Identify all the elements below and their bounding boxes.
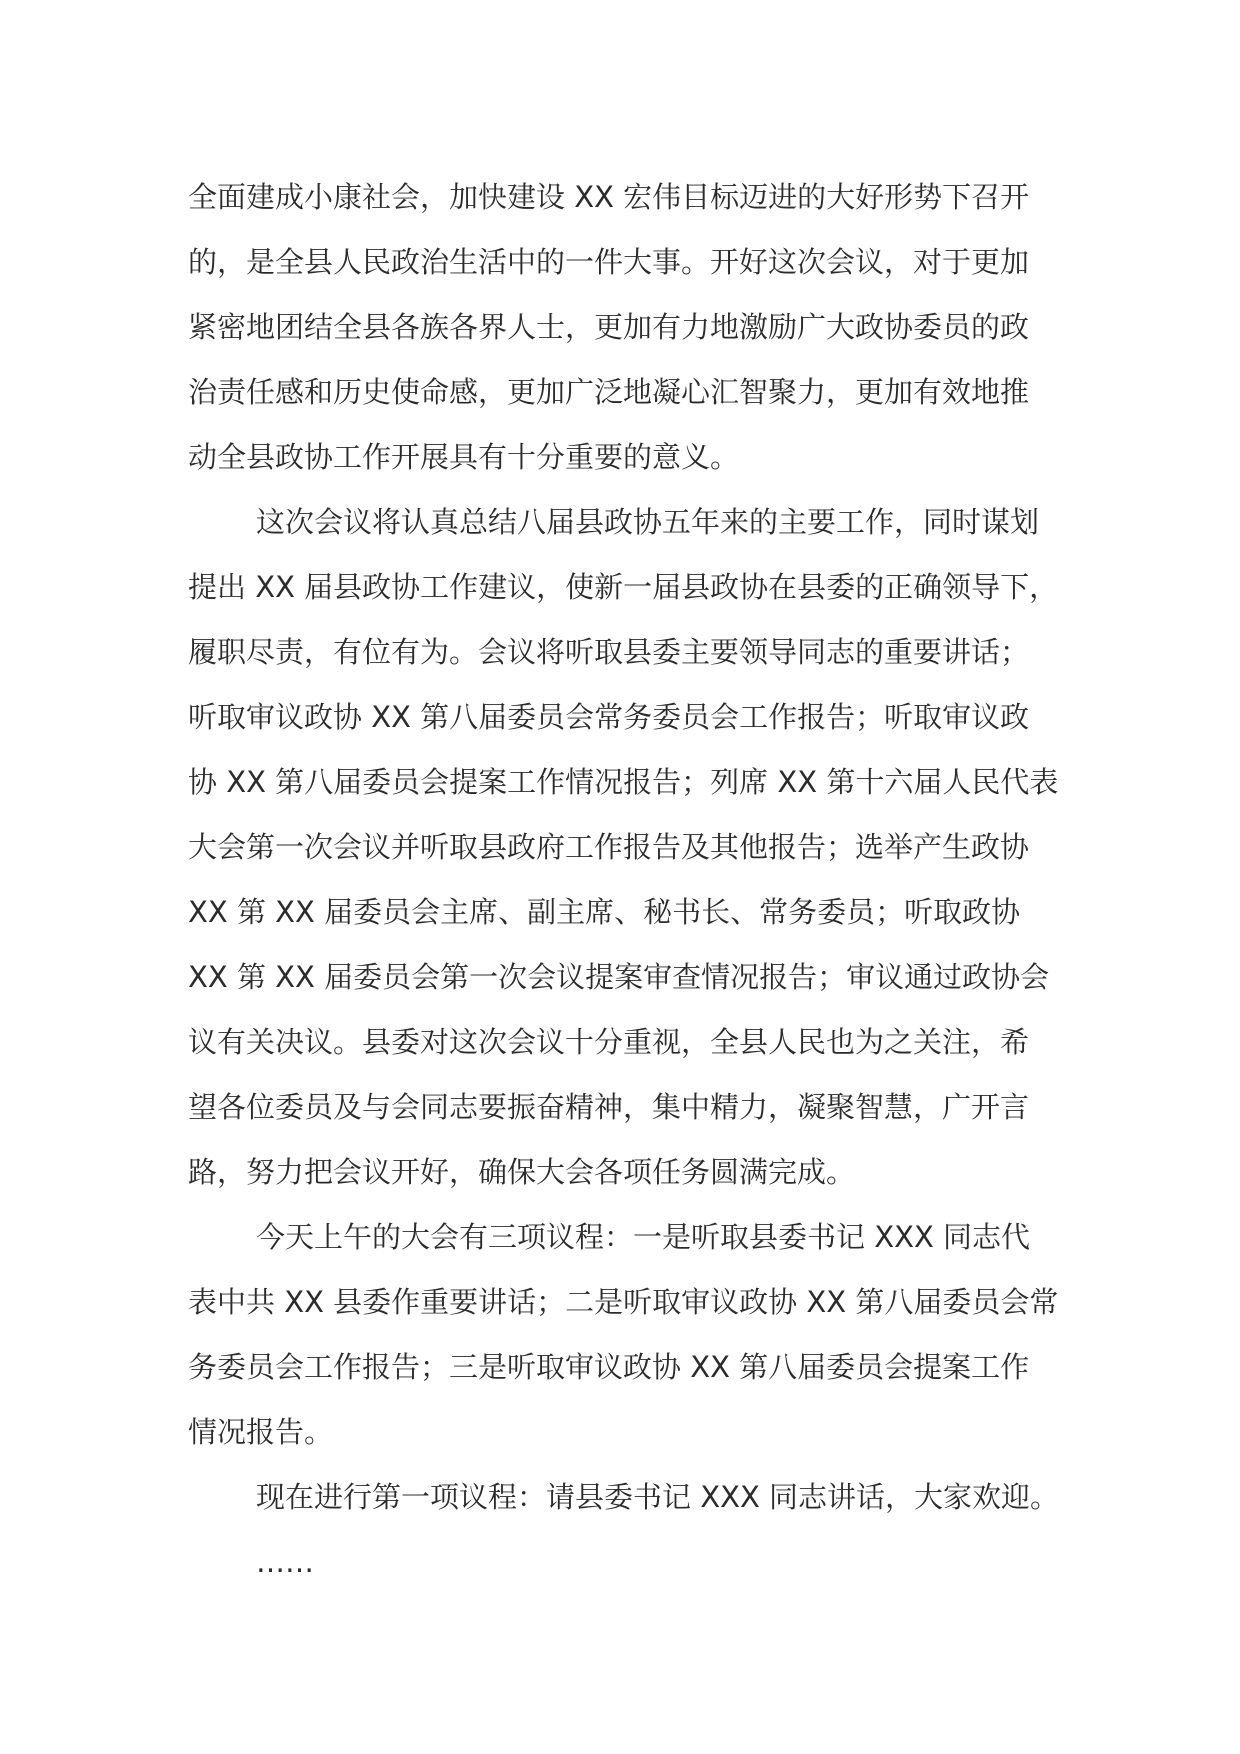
text-line: 务委员会工作报告；三是听取审议政协 XX 第八届委员会提案工作: [188, 1350, 1030, 1384]
ellipsis-line: ……: [256, 1545, 314, 1579]
text-line: 大会第一次会议并听取县政府工作报告及其他报告；选举产生政协: [188, 830, 1030, 864]
text-line: 提出 XX 届县政协工作建议，使新一届县政协在县委的正确领导下，: [188, 570, 1059, 604]
text-line: 路，努力把会议开好，确保大会各项任务圆满完成。: [188, 1155, 856, 1189]
text-line: 全面建成小康社会，加快建设 XX 宏伟目标迈进的大好形势下召开: [188, 180, 1030, 214]
text-line: 动全县政协工作开展具有十分重要的意义。: [188, 440, 740, 474]
text-line: 情况报告。: [188, 1415, 334, 1449]
text-line: 协 XX 第八届委员会提案工作情况报告；列席 XX 第十六届人民代表: [188, 765, 1059, 799]
text-line: 表中共 XX 县委作重要讲话；二是听取审议政协 XX 第八届委员会常: [188, 1285, 1059, 1319]
paragraph-start-line: 今天上午的大会有三项议程：一是听取县委书记 XXX 同志代: [256, 1220, 1031, 1254]
paragraph-start-line: 现在进行第一项议程：请县委书记 XXX 同志讲话，大家欢迎。: [256, 1480, 1060, 1514]
document-body: [188, 165, 1058, 1595]
text-line: 望各位委员及与会同志要振奋精神，集中精力，凝聚智慧，广开言: [188, 1090, 1030, 1124]
text-line: 紧密地团结全县各族各界人士，更加有力地激励广大政协委员的政: [188, 310, 1030, 344]
text-line: 治责任感和历史使命感，更加广泛地凝心汇智聚力，更加有效地推: [188, 375, 1030, 409]
text-line: 的，是全县人民政治生活中的一件大事。开好这次会议，对于更加: [188, 245, 1030, 279]
text-line: 议有关决议。县委对这次会议十分重视，全县人民也为之关注，希: [188, 1025, 1030, 1059]
text-line: XX 第 XX 届委员会主席、副主席、秘书长、常务委员；听取政协: [188, 895, 1021, 929]
text-line: 履职尽责，有位有为。会议将听取县委主要领导同志的重要讲话；: [188, 635, 1030, 669]
text-line: XX 第 XX 届委员会第一次会议提案审查情况报告；审议通过政协会: [188, 960, 1050, 994]
text-line: 听取审议政协 XX 第八届委员会常务委员会工作报告；听取审议政: [188, 700, 1030, 734]
paragraph-start-line: 这次会议将认真总结八届县政协五年来的主要工作，同时谋划: [256, 505, 1040, 539]
